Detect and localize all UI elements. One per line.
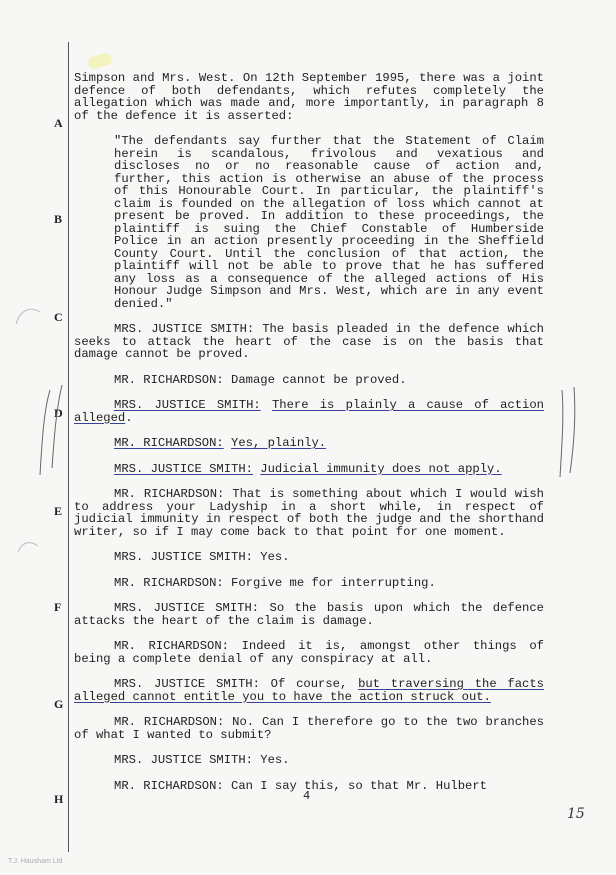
- period: .: [125, 410, 133, 425]
- margin-letter-d: D: [54, 406, 63, 420]
- margin-letter-e: E: [54, 504, 63, 518]
- transcript-body: [74, 72, 544, 792]
- margin-bracket-left: [30, 380, 70, 480]
- paragraph-richardson-plainly: [74, 437, 544, 450]
- underlined-text: but traversing the facts alleged cannot entitle you to have the action struck out.: [74, 677, 544, 704]
- margin-letter-c: C: [54, 310, 63, 324]
- paragraph-justice-yes-2: MRS. JUSTICE SMITH: Yes.: [114, 753, 290, 767]
- paragraph-richardson-immunity: MR. RICHARDSON: That is something about which I would wish to address your Ladyship in a short while, in respect of judicial immunity in respect of both the judge and the shorthand writer, so if I may come back to that point for one moment.: [74, 487, 544, 539]
- speaker-label: MR. RICHARDSON:: [114, 436, 224, 450]
- paragraph-justice-basis: MRS. JUSTICE SMITH: The basis pleaded in the defence which seeks to attack the heart of the case is on the basis that damage cannot be proved.: [74, 322, 544, 361]
- margin-letter-f: F: [54, 600, 62, 614]
- plain-text: MRS. JUSTICE SMITH: Of course,: [114, 677, 348, 691]
- margin-scribble-c: [14, 302, 42, 328]
- margin-bracket-right: [552, 385, 582, 485]
- speaker-label: MRS. JUSTICE SMITH:: [114, 398, 261, 412]
- handwritten-page-number: 15: [567, 806, 585, 822]
- page-number: 4: [303, 789, 311, 803]
- paragraph-richardson-branches: MR. RICHARDSON: No. Can I therefore go to the two branches of what I wanted to submit?: [74, 715, 544, 742]
- underlined-text: Judicial immunity does not apply.: [260, 461, 502, 476]
- paragraph-justice-immunity: [74, 463, 544, 476]
- paragraph-richardson-hulbert: MR. RICHARDSON: Can I say this, so that Mr. Hulbert: [114, 778, 487, 793]
- highlighter-mark: [87, 52, 113, 70]
- paragraph-justice-traversing: [74, 678, 544, 703]
- margin-letter-h: H: [54, 792, 64, 806]
- paragraph-defence-intro: Simpson and Mrs. West. On 12th September 1995, there was a joint defence of both defendants, which refutes completely the allegation which was made and, more importantly, in paragraph 8 of the defence it is asserted:: [74, 71, 544, 123]
- paragraph-richardson-forgive: MR. RICHARDSON: Forgive me for interrupting.: [114, 575, 436, 590]
- underlined-text: There is plainly a cause of action alleged: [74, 398, 544, 425]
- speaker-label: MRS. JUSTICE SMITH:: [114, 461, 253, 476]
- paragraph-richardson-damage: MR. RICHARDSON: Damage cannot be proved.: [114, 372, 407, 387]
- footer-imprint: T.J. Hausham Ltd: [8, 858, 63, 865]
- margin-letter-b: B: [54, 212, 63, 226]
- underlined-text: Yes, plainly.: [231, 436, 327, 450]
- paragraph-justice-yes: MRS. JUSTICE SMITH: Yes.: [114, 550, 290, 564]
- margin-letter-g: G: [54, 697, 64, 711]
- margin-letter-a: A: [54, 116, 63, 130]
- margin-scribble-e: [16, 536, 40, 556]
- paragraph-justice-cause: [74, 399, 544, 424]
- paragraph-defence-quote: "The defendants say further that the Statement of Claim herein is scandalous, frivolous and vexatious and discloses no or no reasonable cause of action and, further, this action is otherwise an abuse of the process of this Honourable Court. In particular, the plaintiff's claim is founded on the allegation of loss which cannot at present be proved. In addition to these proceedings, the plaintiff is suing the Chief Constable of Humberside Police in an action presently proceeding in the Sheffield County Court. Until the conclusion of that action, the plaintiff will not be able to prove that he has suffered any loss as a consequence of the alleged actions of His Honour Judge Simpson and Mrs. West, which are in any event denied.": [114, 134, 544, 311]
- paragraph-justice-damage: MRS. JUSTICE SMITH: So the basis upon which the defence attacks the heart of the claim is damage.: [74, 601, 544, 628]
- paragraph-richardson-conspiracy: MR. RICHARDSON: Indeed it is, amongst other things of being a complete denial of any conspiracy at all.: [74, 639, 544, 666]
